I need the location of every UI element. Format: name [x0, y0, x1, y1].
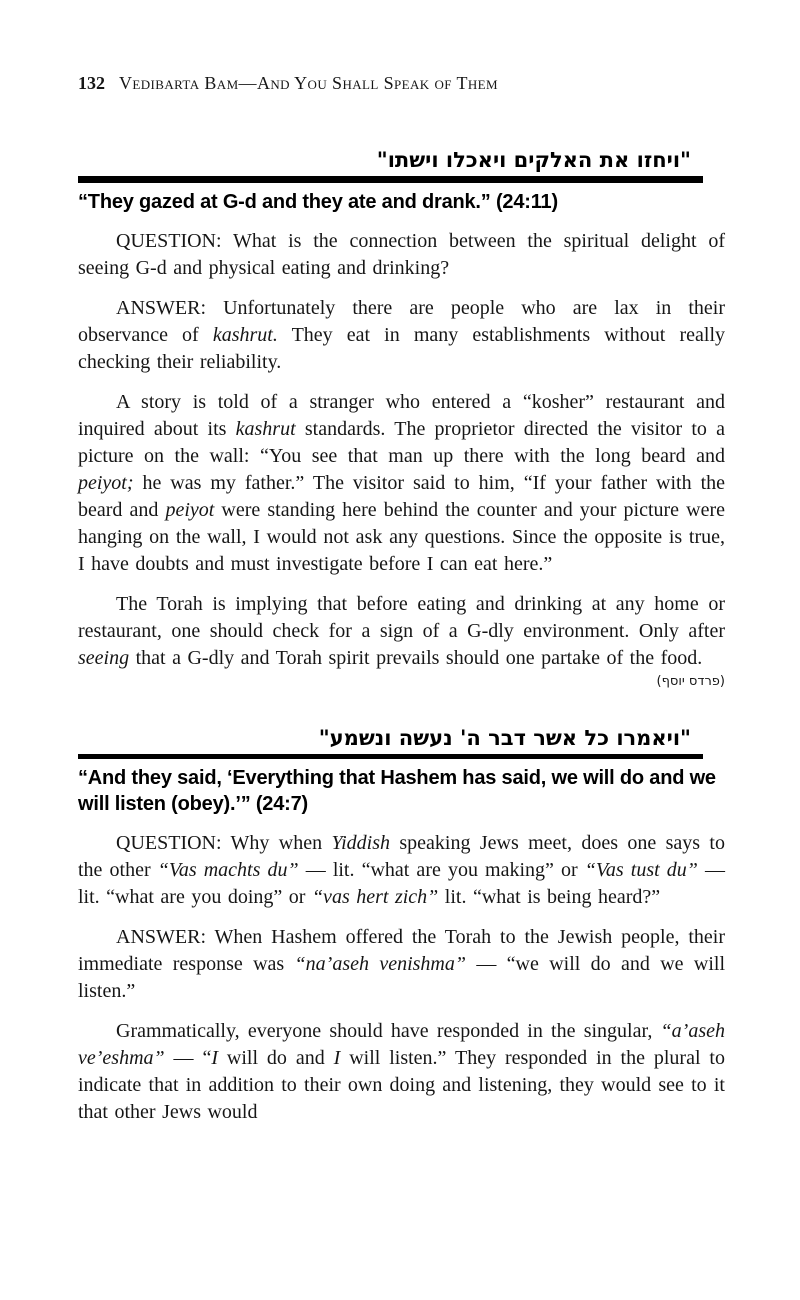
section-header — [78, 726, 703, 759]
running-header — [78, 72, 725, 94]
italic-text: “Vas machts du” — [157, 859, 299, 881]
section-body — [78, 228, 725, 672]
italic-text: “Vas tust du” — [584, 859, 698, 881]
paragraph — [78, 924, 725, 1005]
italic-text: peiyot — [165, 499, 215, 521]
body-text: will listen.” They responded in the plural to indicate that in addition to their own doing and listening, they would see to it that other Jews would — [78, 1047, 725, 1123]
paragraph — [78, 228, 725, 282]
paragraph — [78, 1018, 725, 1126]
verse-translation-heading: “And they said, ‘Everything that Hashem has said, we will do and we will listen (obey).’” (24:7) — [78, 767, 716, 815]
source-attribution: (פרדס יוסף) — [656, 674, 725, 689]
book-title: Vedibarta Bam—And You Shall Speak of Them — [119, 73, 498, 93]
body-text: — lit. “what are you doing” or — [78, 859, 725, 908]
section-divider-rule — [78, 754, 703, 759]
italic-text: I — [333, 1047, 341, 1069]
commentary-section-1 — [78, 148, 725, 690]
italic-text: kashrut — [235, 418, 296, 440]
body-text: — “we will do and we will listen.” — [78, 953, 726, 1002]
italic-text: “a’aseh ve’eshma” — [78, 1020, 725, 1069]
body-text: A story is told of a stranger who entered a “kosher” restaurant and inquired about its — [78, 391, 725, 440]
section-header — [78, 148, 703, 183]
italic-text: I — [211, 1047, 218, 1069]
body-text: standards. The proprietor directed the visitor to a picture on the wall: “You see that man up there with the long beard and — [78, 418, 726, 467]
italic-text: kashrut. — [212, 324, 278, 346]
body-text: that a G-dly and Torah spirit prevails should one partake of the food. — [129, 647, 703, 669]
body-text: were standing here behind the counter and your picture were hanging on the wall, I would not ask any questions. Since the opposite is true, I have doubts and must investigate before I can eat here.” — [78, 499, 725, 575]
body-text: lit. “what is being heard?” — [438, 886, 661, 908]
body-text: ANSWER: Unfortunately there are people who are lax in their observance of — [78, 297, 725, 346]
paragraph — [78, 591, 725, 672]
section-divider-rule — [78, 176, 703, 183]
hebrew-verse-heading: "ויחזו את האלקים ויאכלו וישתו" — [376, 148, 691, 172]
body-text: They eat in many establishments without really checking their reliability. — [78, 324, 725, 373]
body-text: QUESTION: What is the connection between the spiritual delight of seeing G-d and physical eating and drinking? — [78, 230, 725, 279]
italic-text: Yiddish — [331, 832, 391, 854]
hebrew-verse-heading: "ויאמרו כל אשר דבר ה' נעשה ונשמע" — [318, 726, 691, 750]
page-number: 132 — [78, 73, 105, 93]
attribution-row — [78, 672, 725, 690]
verse-translation-heading: “They gazed at G-d and they ate and drank.” (24:11) — [78, 191, 558, 213]
body-text: The Torah is implying that before eating and drinking at any home or restaurant, one should check for a sign of a G-dly environment. Only after — [78, 593, 725, 642]
section-body — [78, 830, 725, 1126]
body-text: will do and — [218, 1047, 334, 1069]
italic-text: peiyot; — [78, 472, 134, 494]
italic-text: seeing — [78, 647, 130, 669]
italic-text: “na’aseh venishma” — [294, 953, 466, 975]
commentary-section-2 — [78, 726, 725, 1126]
body-text: he was my father.” The visitor said to him, “If your father with the beard and — [78, 472, 725, 521]
paragraph — [78, 830, 725, 911]
body-text: — lit. “what are you making” or — [298, 859, 585, 881]
body-text: speaking Jews meet, does one says to the other — [78, 832, 725, 881]
body-text: QUESTION: Why when — [116, 832, 332, 854]
paragraph — [78, 295, 725, 376]
body-text: — “ — [164, 1047, 212, 1069]
body-text: Grammatically, everyone should have responded in the singular, — [116, 1020, 661, 1042]
paragraph — [78, 389, 725, 578]
body-text: ANSWER: When Hashem offered the Torah to the Jewish people, their immediate response was — [78, 926, 725, 975]
italic-text: “vas hert zich” — [311, 886, 439, 908]
